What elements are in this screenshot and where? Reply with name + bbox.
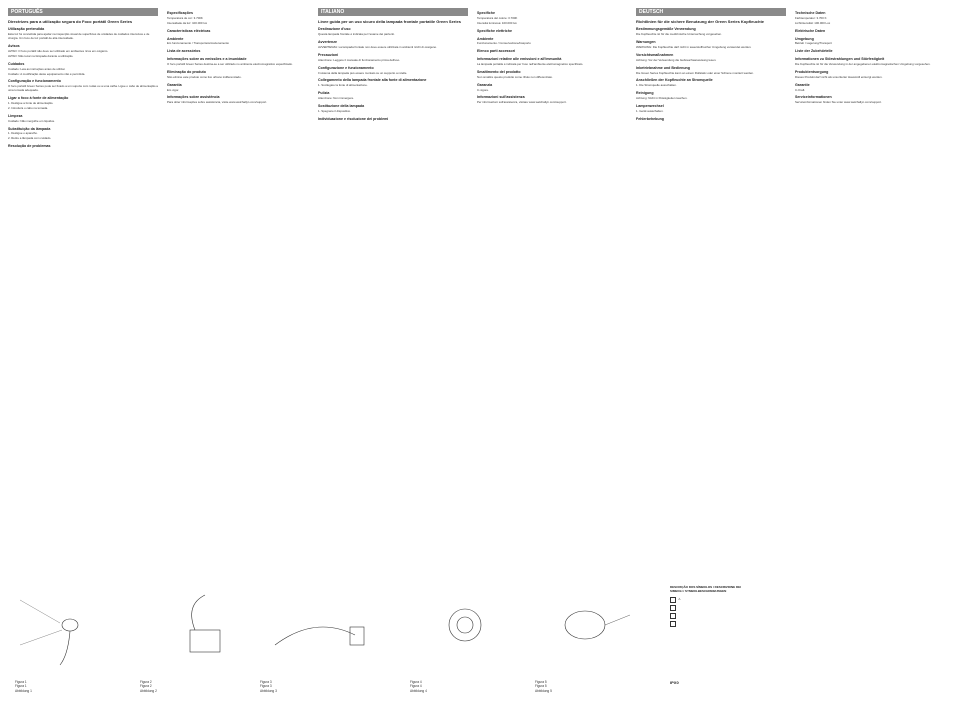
section-paragraph: Achtung: Nicht in Flüssigkeiten tauchen. <box>636 96 688 101</box>
figure-caption: Figura 4 Figura 4 Abbildung 4 <box>410 680 427 693</box>
text-column-5 <box>795 8 945 548</box>
text-column-3 <box>477 8 627 548</box>
section-paragraph: Serviceinformationen finden Sie unter www.welchallyn.com/support. <box>795 100 882 105</box>
section-paragraph: 2. Retire a lâmpada com cuidado. <box>8 136 52 141</box>
section-heading: Garantia <box>167 82 182 87</box>
section-paragraph: Em vigor. <box>167 87 180 92</box>
section-paragraph: Funzionamento / Conservazione/trasporto <box>477 41 531 46</box>
section-heading: Umgebung <box>795 36 814 41</box>
section-heading: Informazioni relative alle emissioni e all'immunità <box>477 57 562 62</box>
section-heading: Garanzia <box>477 82 493 87</box>
section-heading: Garantie <box>795 82 810 87</box>
section-paragraph: Il sistema della lampada può essere montato su un supporto a rotelle. <box>318 70 408 75</box>
section-heading: Specifiche elettriche <box>477 28 512 33</box>
document-title: Richtlinien für die sichere Benutzung der Green Series Kopfleuchte <box>636 19 765 24</box>
ipx-code: IPX0 <box>670 680 679 685</box>
section-paragraph: 1. Desligue a fonte de alimentação. <box>8 100 54 105</box>
text-column-1 <box>167 8 317 548</box>
headlight-cable-illustration <box>10 585 130 675</box>
section-heading: Ambiente <box>167 36 184 41</box>
language-header: DEUTSCH <box>636 8 786 16</box>
text-column-4 <box>636 8 786 548</box>
warning-icon <box>670 597 676 603</box>
section-heading: Sostituzione della lampada <box>318 103 365 108</box>
section-paragraph: Não elimine este produto como lixo urbano indiferenciado. <box>167 74 242 79</box>
section-paragraph: 1. Spegnere il dispositivo. <box>318 108 351 113</box>
section-paragraph: Per informazioni sull'assistenza, visitare www.welchallyn.com/support. <box>477 100 567 105</box>
section-heading: Informações sobre assistência <box>167 95 220 100</box>
section-heading: Destinazione d'uso <box>318 27 351 32</box>
power-supply-illustration <box>135 585 255 675</box>
section-heading: Substituição da lâmpada <box>8 126 51 131</box>
section-heading: Produktentsorgung <box>795 69 829 74</box>
section-heading: Eliminação do produto <box>167 69 206 74</box>
section-heading: Reinigung <box>636 91 654 96</box>
figure-area <box>10 585 930 710</box>
section-paragraph: Para obter informações sobre assistência, visite www.welchallyn.com/support. <box>167 100 267 105</box>
section-heading: Resolução de problemas <box>8 144 51 149</box>
text-column-2 <box>318 8 468 548</box>
section-heading: Inbetriebnahme und Bedienung <box>636 65 690 70</box>
section-paragraph: Questa lampada frontale è indicata per l'esame dei pazienti. <box>318 32 395 37</box>
lamp-detail-illustration <box>530 585 650 675</box>
section-heading: Avisos <box>8 44 20 49</box>
section-paragraph: La lampada portatile è indicata per l'uso nell'ambiente elettromagnetico specificato. <box>477 61 584 66</box>
section-paragraph: Achtung: Vor der Verwendung die Gebrauchsanweisung lesen. <box>636 57 717 62</box>
section-heading: Specifiche <box>477 11 495 15</box>
section-heading: Configurazione e funzionamento <box>318 65 374 70</box>
section-paragraph: Die Green Series Kopfleuchte kann an einem Rollstativ oder einer Schiene montiert werden. <box>636 70 754 75</box>
section-paragraph: AVISO: O foco portátil não deve ser utilizado em ambientes ricos em oxigénio. <box>8 48 109 53</box>
section-heading: Especificações <box>167 11 193 15</box>
section-heading: Avvertenze <box>318 40 338 45</box>
section-paragraph: Lichtintensität: 100.000 Lux <box>795 20 831 25</box>
figure-caption: Figura 5 Figura 5 Abbildung 5 <box>535 680 552 693</box>
language-header: PORTUGUÊS <box>8 8 158 16</box>
section-paragraph: In vigore. <box>477 87 489 92</box>
section-heading: Precauzioni <box>318 52 339 57</box>
section-paragraph: 1. Gerät ausschalten. <box>636 108 664 113</box>
figure-5 <box>530 585 650 705</box>
lamp-replacement-illustration <box>405 585 525 675</box>
section-heading: Limpeza <box>8 113 23 118</box>
section-paragraph: AVISO: Não tocar na lâmpada durante a utilização. <box>8 53 74 58</box>
section-heading: Cuidados <box>8 61 25 66</box>
section-heading: Anschließen der Kopfleuchte an Stromquelle <box>636 78 713 83</box>
section-paragraph: Cuidado: A modificação deste equipamento não é permitida. <box>8 71 86 76</box>
section-paragraph: Dieses Produkt darf nicht als unsortierter Hausmüll entsorgt werden. <box>795 74 883 79</box>
section-paragraph: Em funcionamento / Transporte/armazenamento <box>167 41 230 46</box>
section-heading: Technische Daten <box>795 11 826 15</box>
section-heading: Liste der Zubehörteile <box>795 49 833 54</box>
section-heading: Vorsichtsmaßnahmen <box>636 52 674 57</box>
section-paragraph: Cuidado: Leia as instruções antes de utilizar. <box>8 66 66 71</box>
section-paragraph: 1. Scollegare la fonte di alimentazione. <box>318 83 368 88</box>
section-paragraph: AVVERTENZA: La lampada frontale non deve essere utilizzata in ambienti ricchi di ossigeno. <box>318 45 437 49</box>
figure-caption: Figura 1 Figura 1 Abbildung 1 <box>15 680 32 693</box>
section-heading: Collegamento della lampada frontale alla fonte di alimentazione <box>318 78 427 83</box>
section-heading: Elenco parti accessori <box>477 49 516 54</box>
section-heading: Elektrische Daten <box>795 28 826 33</box>
section-paragraph: Temperatura del colore: 3.700K <box>477 15 518 20</box>
section-heading: Pulizia <box>318 91 330 96</box>
figure-3 <box>255 585 395 705</box>
section-paragraph: Die Kopfleuchte ist für die medizinische Untersuchung vorgesehen. <box>636 32 722 37</box>
section-paragraph: Temperatura de cor: 3.700K <box>167 15 203 20</box>
section-heading: Individuazione e risoluzione dei problemi <box>318 116 389 121</box>
language-header: ITALIANO <box>318 8 468 16</box>
section-paragraph: Intensità luminosa: 100.000 lux <box>477 20 517 25</box>
symbols-title: DESCRIÇÃO DOS SÍMBOLOS / DESCRIZIONE DEI SIMBOLI / SYMBOLBESCHREIBUNGEN <box>670 585 742 594</box>
section-paragraph: Non smaltire questo prodotto come rifiuto non differenziato. <box>477 74 553 79</box>
text-column-0 <box>8 8 158 548</box>
figure-1 <box>10 585 130 705</box>
section-heading: Smaltimento del prodotto <box>477 69 521 74</box>
document-title: Linee guida per un uso sicuro della lampada frontale portatile Green Series <box>318 19 461 24</box>
section-heading: Configuração e funcionamento <box>8 79 61 84</box>
section-paragraph: Intensidade da luz: 100.000 lux <box>167 20 208 25</box>
section-paragraph: Betrieb / Lagerung/Transport <box>795 41 832 46</box>
section-heading: Lampenwechsel <box>636 103 664 108</box>
section-heading: Bestimmungsgemäße Verwendung <box>636 27 696 32</box>
section-paragraph: O foco portátil Green Series pode ser fixado a um suporte com rodas ou a uma calha. Ligue o cabo de alimentação a uma tomada adequada. <box>8 84 158 93</box>
section-paragraph: 2. Introduza o cabo na tomada. <box>8 105 49 110</box>
section-heading: Fehlerbehebung <box>636 116 664 121</box>
section-heading: Serviceinformationen <box>795 95 832 100</box>
section-paragraph: Farbtemperatur: 3.700 K <box>795 15 827 20</box>
manual-icon <box>670 605 676 611</box>
section-heading: Informazioni sull'assistenza <box>477 95 525 100</box>
section-heading: Informações sobre as emissões e a imunidade <box>167 57 247 62</box>
cable-connection-illustration <box>255 585 395 675</box>
section-heading: Ambiente <box>477 36 494 41</box>
figure-4 <box>405 585 525 705</box>
symbol-label-warning: ⚠ <box>678 597 681 602</box>
figure-caption: Figura 2 Figura 2 Abbildung 2 <box>140 680 157 693</box>
figure-caption: Figura 3 Figura 3 Abbildung 3 <box>260 680 277 693</box>
document-title: Directrizes para a utilização segura do Foco portátil Green Series <box>8 19 133 24</box>
section-paragraph: In Kraft. <box>795 87 806 92</box>
section-heading: Utilização pretendida <box>8 27 45 32</box>
section-paragraph: Esta luz foi concebida para ajudar na inspecção visual de superfícies de unidades de cuidados intensivos e de cirurgia. Um foco de luz portátil de alta intensidade. <box>8 32 150 41</box>
section-paragraph: WARNUNG: Die Kopfleuchte darf nicht in sauerstoffreicher Umgebung verwendet werden. <box>636 45 752 49</box>
section-heading: Warnungen <box>636 40 656 45</box>
figure-2 <box>135 585 255 705</box>
class-ii-icon <box>670 613 676 619</box>
section-heading: Lista de acessórios <box>167 49 201 54</box>
symbols-legend <box>670 585 920 705</box>
section-paragraph: 1. Die Stromquelle ausschalten. <box>636 83 677 88</box>
section-heading: Características eléctricas <box>167 28 211 33</box>
section-paragraph: O foco portátil Green Series destina-se a ser utilizado no ambiente electromagnético especificado. <box>167 61 293 66</box>
section-paragraph: Attenzione: Leggere il manuale di funzionamento prima dell'uso. <box>318 57 401 62</box>
section-paragraph: 1. Desligue o aparelho. <box>8 131 38 136</box>
section-heading: Ligar o foco à fonte de alimentação <box>8 96 69 101</box>
section-paragraph: Attenzione: Non immergere. <box>318 96 354 101</box>
section-paragraph: Cuidado: Não mergulhe em líquidos. <box>8 118 55 123</box>
section-paragraph: Die Kopfleuchte ist für die Verwendung in der angegebenen elektromagnetischen Umgebung vorgesehen. <box>795 61 931 66</box>
weee-icon <box>670 621 676 627</box>
section-heading: Informationen zu Störstrahlungen und Störfestigkeit <box>795 57 885 62</box>
